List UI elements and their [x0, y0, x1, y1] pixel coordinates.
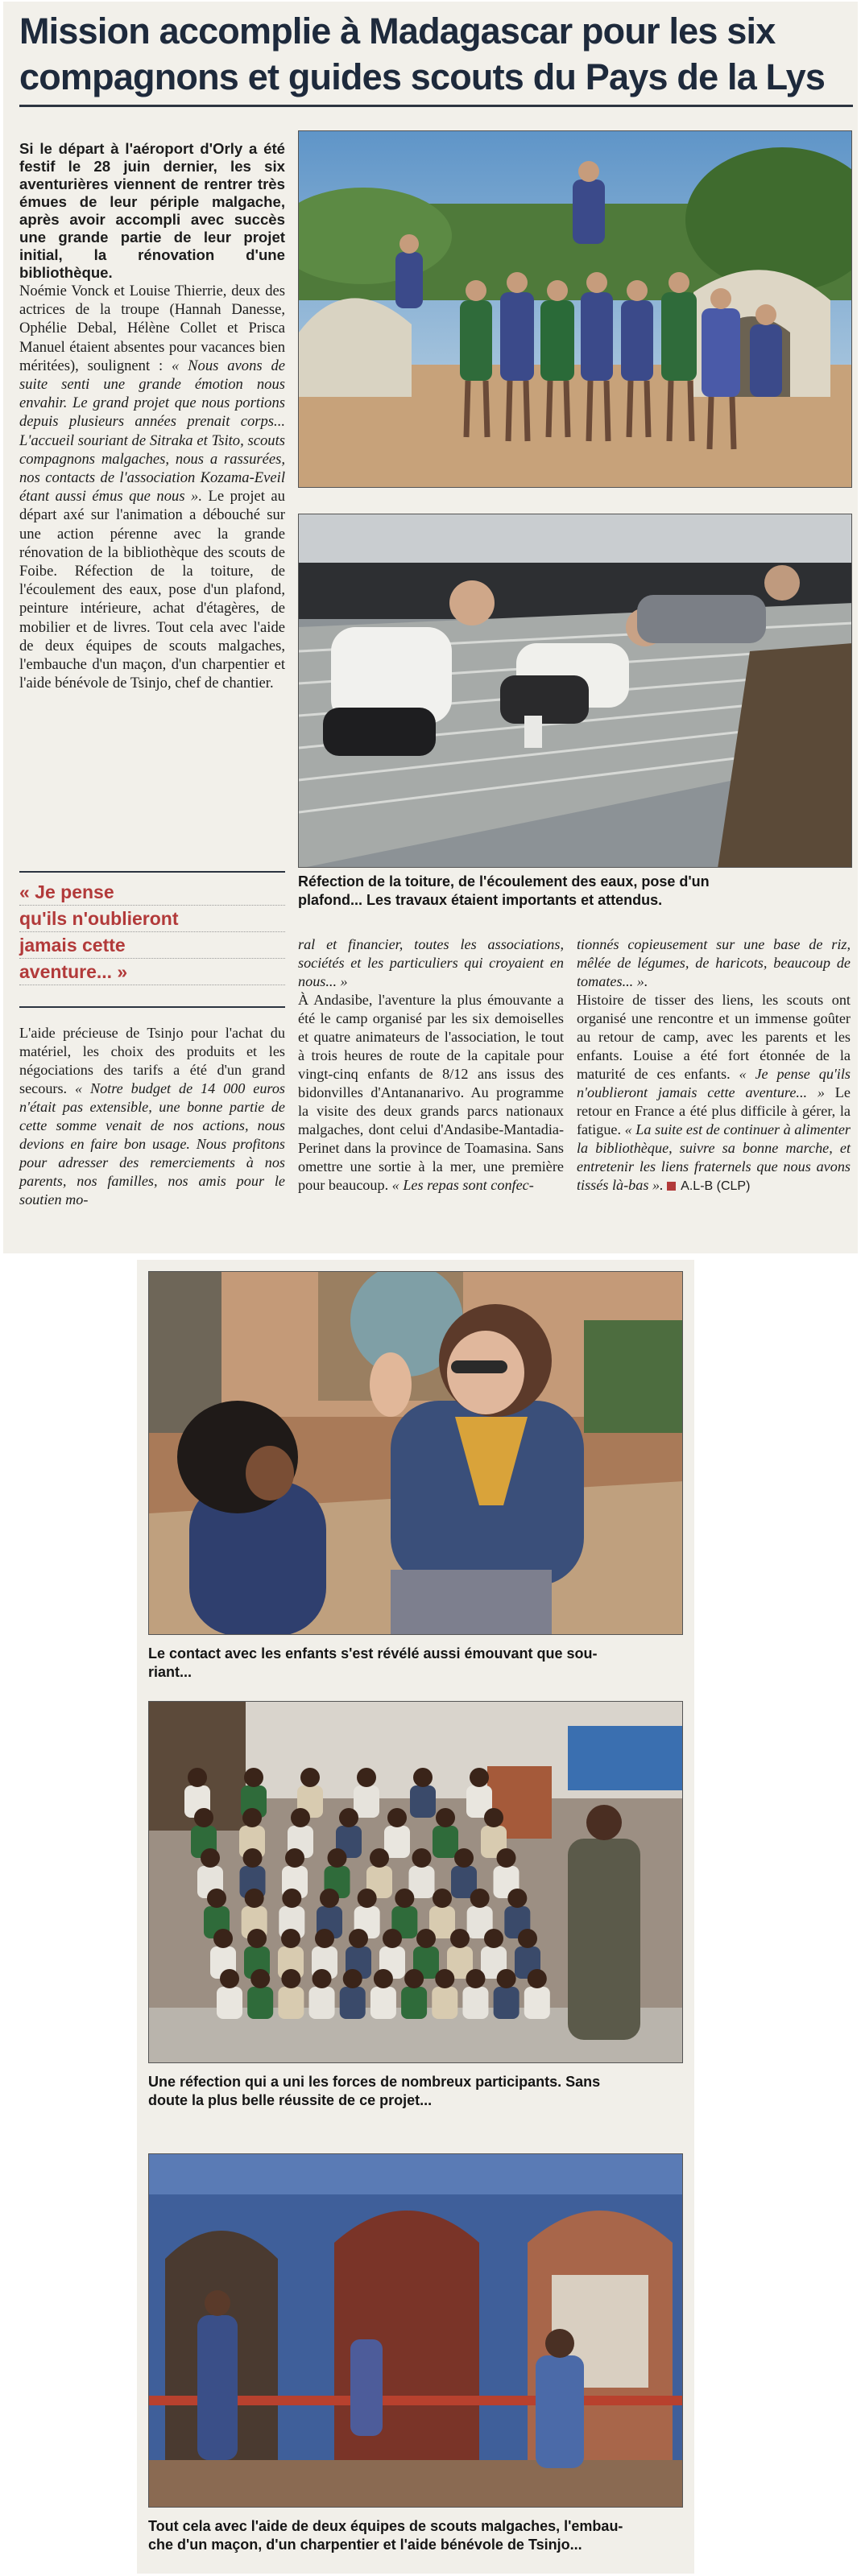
photo-roof-work [298, 514, 852, 868]
crowd-figure-head [497, 1969, 516, 1988]
crowd-figure-head [213, 1929, 233, 1948]
photo-contact-children [148, 1271, 683, 1635]
crowd-figure-head [416, 1929, 436, 1948]
crowd-figure-body [247, 1987, 273, 2019]
crowd-figure-head [291, 1808, 310, 1827]
crowd-figure-head [497, 1848, 516, 1868]
crowd-figure-body [524, 1987, 550, 2019]
quote-line-4: aventure... » [19, 959, 285, 985]
crowd-figure-head [349, 1929, 368, 1948]
crowd-figure-body [384, 1826, 410, 1858]
newspaper-clipping-photos [137, 1260, 694, 2574]
crowd-figure-head [466, 1969, 485, 1988]
headline-line-2: compagnons et guides scouts du Pays de la Lys [19, 56, 826, 97]
crowd-figure-head [313, 1969, 332, 1988]
crowd-figure-head [201, 1848, 220, 1868]
crowd-figure-head [320, 1889, 339, 1908]
crowd-figure-head [484, 1808, 503, 1827]
crowd-figure-head [395, 1889, 414, 1908]
crowd-figure-head [470, 1889, 490, 1908]
crowd-figure-head [450, 1929, 470, 1948]
crowd-figure-head [343, 1969, 362, 1988]
headline-rule [19, 105, 853, 107]
crowd-figure-head [484, 1929, 503, 1948]
crowd-figure-body [432, 1987, 457, 2019]
crowd-figure-head [433, 1889, 452, 1908]
crowd-figure-body [401, 1987, 427, 2019]
crowd-figure-head [412, 1848, 432, 1868]
crowd-figure-head [328, 1848, 347, 1868]
crowd-figure-head [383, 1929, 402, 1948]
crowd-figure-head [436, 1808, 455, 1827]
photo-scouts-tents [298, 130, 852, 488]
crowd-figure-body [354, 1785, 379, 1818]
crowd-figure-head [207, 1889, 226, 1908]
crowd-figure-head [339, 1808, 358, 1827]
article-paragraph-1: Noémie Vonck et Louise Thierrie, deux des actrices de la troupe (Hannah Danesse, Ophélie Debal, Hélène Collet et Prisca Manuel étaient absentes pour vacances bien méritées), soulignent : « Nous avons de suite senti une grande émotion nous envahir. Le grand projet que nous portions depuis plusieurs années prenait corps... L'accueil souriant de Sitraka et Tsito, scouts compagnons malgaches, nous a rassurées, nos contacts de l'association Kozama-Eveil étant aussi émus que nous ». Le projet au départ axé sur l'animation a débouché sur une action pérenne avec la grande rénovation de la bibliothèque des scouts de Foibe. Réfection de la toiture, de l'écoulement des eaux, pose d'un plafond, peinture intérieure, achat d'étagères, de mobilier et de livres. Tout cela avec l'aide de deux équipes de scouts malgaches, l'embauche d'un maçon, d'un charpentier et l'aide bénévole de Tsinjo, chef de chantier. [19, 283, 285, 692]
crowd-figure-head [250, 1969, 270, 1988]
contact-children-image [149, 1272, 683, 1635]
article-headline [19, 8, 849, 100]
crowd-figure-head [404, 1969, 424, 1988]
crowd-figure-head [470, 1768, 489, 1787]
interior-works-image [149, 2154, 683, 2508]
crowd-figure-head [357, 1768, 376, 1787]
crowd-figure-body [278, 1987, 304, 2019]
headline-line-1: Mission accomplie à Madagascar pour les six [19, 10, 776, 52]
photo-interior-works [148, 2153, 683, 2508]
crowd-figure-head [370, 1848, 389, 1868]
crowd-figure-head [435, 1969, 454, 1988]
article-author: A.L-B (CLP) [667, 1179, 750, 1193]
crowd-figure-body [462, 1987, 488, 2019]
crowd-figure-head [242, 1808, 262, 1827]
crowd-figure-head [387, 1808, 407, 1827]
article-lead: Si le départ à l'aéroport d'Orly a été festif le 28 juin dernier, les six aventurières viennent de rentrer très émues de leur périple malgache, après avoir accompli avec succès une grande partie de leur projet initial, la rénovation d'une bibliothèque. [19, 140, 285, 281]
crowd-figure-head [358, 1889, 377, 1908]
crowd-figure-head [244, 1768, 263, 1787]
crowd-figure-head [243, 1848, 263, 1868]
crowd-figure-head [245, 1889, 264, 1908]
scouts-tents-image [299, 131, 852, 488]
article-body-column-3: tionnés copieusement sur une base de riz, mêlée de légumes, de haricots, beaucoup de tomates... ». Histoire de tisser des liens, les scouts ont organisé une rencontre et un immense goûter au retour de camp, avec les parents et les enfants. Louise a été fort étonnée de la maturité de ces enfants. « Je pense qu'ils n'oublieront jamais cette aventure... » Le retour en France a été plus difficile à gérer, la fatigue. « La suite est de continuer à alimenter la bibliothèque, suivre sa bonne marche, et entretenir les liens fraternels que nous avons tissés là-bas ». A.L-B (CLP) [577, 936, 851, 1193]
quote-line-3: jamais cette [19, 932, 285, 959]
crowd-figure-body [340, 1987, 366, 2019]
crowd-figure-body [217, 1987, 242, 2019]
crowd-figure-head [247, 1929, 267, 1948]
crowd-figure-head [285, 1848, 304, 1868]
crowd-figure-body [433, 1826, 458, 1858]
author-square-icon [667, 1182, 676, 1191]
crowd-figure-head [454, 1848, 474, 1868]
crowd-figure-head [374, 1969, 393, 1988]
crowd-figure-head [300, 1768, 320, 1787]
newspaper-clipping-article [3, 2, 858, 1253]
group-participants-image [149, 1702, 683, 2063]
roof-work-image [299, 514, 852, 868]
crowd-figure-head [528, 1969, 547, 1988]
quote-line-1: « Je pense [19, 879, 285, 906]
crowd-figure-head [315, 1929, 334, 1948]
crowd-figure-body [494, 1987, 519, 2019]
crowd-figure-head [194, 1808, 213, 1827]
quote-line-2: qu'ils n'oublieront [19, 906, 285, 932]
crowd-figure-head [282, 1889, 301, 1908]
caption-interior-works: Tout cela avec l'aide de deux équipes de scouts malgaches, l'embau- che d'un maçon, d'un charpentier et l'aide bénévole de Tsinjo... [148, 2518, 623, 2553]
crowd-figure-body [410, 1785, 436, 1818]
crowd-figure-head [220, 1969, 239, 1988]
article-body-column-2: ral et financier, toutes les associations, sociétés et les particuliers qui croyaient en nous... » À Andasibe, l'aventure la plus émouvante a été le camp organisé par les six demoiselles et quatre animateurs de l'association, le tout à trois heures de route de la capitale pour vingt-cinq enfants de 8/12 ans issus des bidonvilles d'Antananarivo. Au programme la visite des deux grands parcs nationaux malgaches, dont celui d'Andasibe-Mantadia-Perinet dans la province de Toamasina. Sans omettre une sortie à la mer, une première pour beaucoup. « Les repas sont confec- [298, 936, 564, 1193]
crowd-figure-head [281, 1929, 300, 1948]
crowd-figure-body [370, 1987, 396, 2019]
pull-quote [19, 871, 285, 1008]
caption-contact-children: Le contact avec les enfants s'est révélé aussi émouvant que sou- riant... [148, 1645, 598, 1680]
caption-group-participants: Une réfection qui a uni les forces de nombreux participants. Sans doute la plus belle réussite de ce projet... [148, 2074, 601, 2108]
caption-roof-work: Réfection de la toiture, de l'écoulement des eaux, pose d'un plafond... Les travaux étaient importants et attendus. [298, 873, 710, 908]
crowd-figure-head [188, 1768, 207, 1787]
crowd-figure-head [413, 1768, 433, 1787]
crowd-figure-head [507, 1889, 527, 1908]
photo-group-participants [148, 1701, 683, 2063]
article-body-column-1: L'aide précieuse de Tsinjo pour l'achat du matériel, les choix des produits et les négociations des tarifs a été d'un grand secours. « Notre budget de 14 000 euros n'était pas extensible, une bonne partie de cette somme venait de nos actions, nous devions en faire bon usage. Nous profitons pour adresser des remerciements à nos parents, nos familles, nos amis pour le soutien mo- [19, 1025, 285, 1208]
article-left-column [19, 140, 285, 692]
crowd-figure-body [309, 1987, 335, 2019]
crowd-figure-head [518, 1929, 537, 1948]
crowd-figure-head [281, 1969, 300, 1988]
